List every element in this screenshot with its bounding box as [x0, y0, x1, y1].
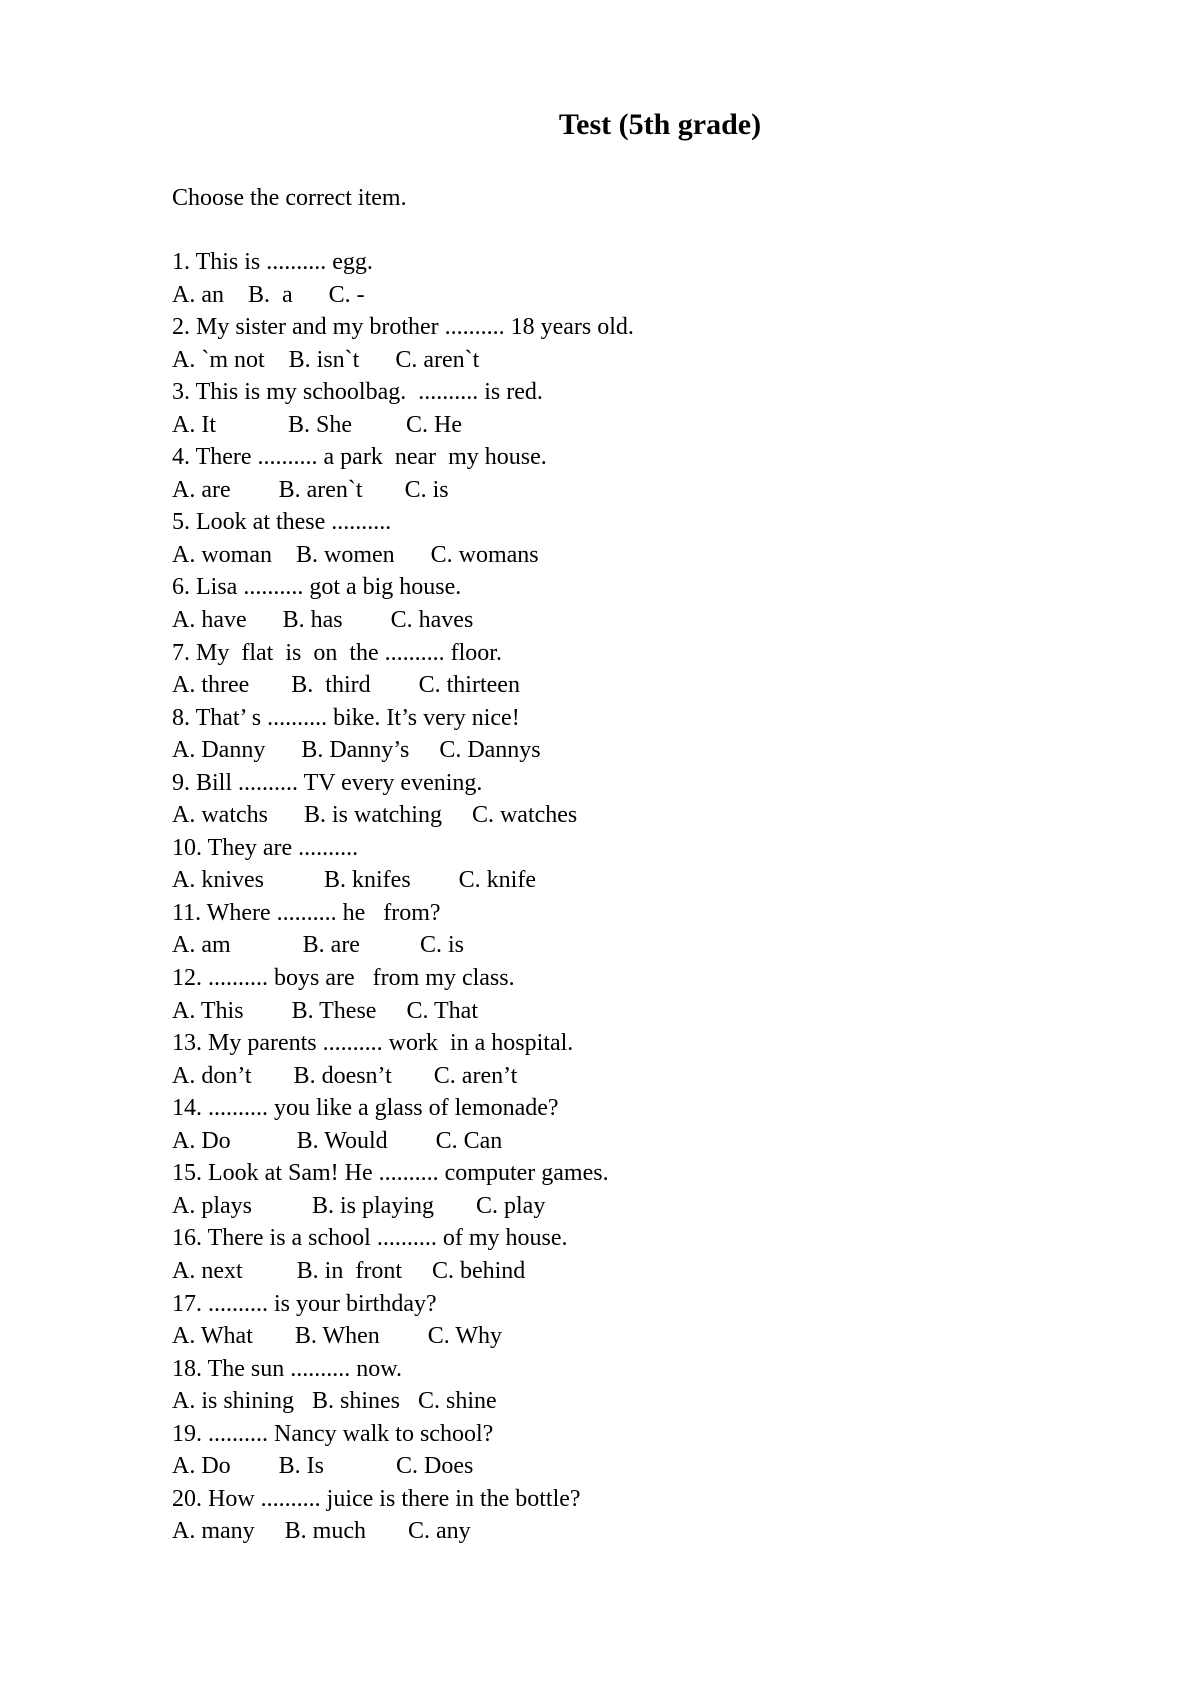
question-item — [172, 1157, 634, 1222]
question-item — [172, 962, 634, 1027]
question-item — [172, 506, 634, 571]
question-text: 8. That’ s .......... bike. It’s very nice! — [172, 704, 520, 731]
question-text: 6. Lisa .......... got a big house. — [172, 574, 462, 601]
question-item — [172, 897, 634, 962]
answer-options: A. knives B. knifes C. knife — [172, 867, 536, 894]
page-title: Test (5th grade) — [558, 108, 762, 141]
question-text: 10. They are .......... — [172, 834, 359, 861]
question-text: 3. This is my schoolbag. .......... is red. — [172, 379, 543, 406]
answer-options: A. don’t B. doesn’t C. aren’t — [172, 1062, 518, 1089]
answer-options: A. `m not B. isn`t C. aren`t — [172, 346, 480, 373]
question-text: 9. Bill .......... TV every evening. — [172, 769, 483, 796]
question-item — [172, 767, 634, 832]
question-text: 5. Look at these .......... — [172, 509, 392, 536]
question-text: 12. .......... boys are from my class. — [172, 965, 515, 992]
question-item — [172, 1027, 634, 1092]
question-text: 2. My sister and my brother .......... 18 years old. — [172, 314, 634, 341]
question-text: 15. Look at Sam! He .......... computer games. — [172, 1160, 609, 1187]
question-item — [172, 246, 634, 311]
answer-options: A. three B. third C. thirteen — [172, 672, 520, 699]
question-text: 11. Where .......... he from? — [172, 899, 441, 926]
question-item — [172, 832, 634, 897]
question-item — [172, 1483, 634, 1548]
question-text: 19. .......... Nancy walk to school? — [172, 1420, 494, 1447]
question-text: 14. .......... you like a glass of lemonade? — [172, 1095, 559, 1122]
question-item — [172, 1353, 634, 1418]
answer-options: A. plays B. is playing C. play — [172, 1192, 546, 1219]
question-item — [172, 311, 634, 376]
answer-options: A. an B. a C. - — [172, 281, 365, 308]
question-item — [172, 702, 634, 767]
question-text: 16. There is a school .......... of my house. — [172, 1225, 568, 1252]
question-item — [172, 1288, 634, 1353]
answer-options: A. Do B. Would C. Can — [172, 1127, 503, 1154]
answer-options: A. are B. aren`t C. is — [172, 476, 449, 503]
question-item — [172, 571, 634, 636]
answer-options: A. Danny B. Danny’s C. Dannys — [172, 737, 541, 764]
answer-options: A. watchs B. is watching C. watches — [172, 802, 578, 829]
question-text: 4. There .......... a park near my house. — [172, 444, 547, 471]
question-text: 17. .......... is your birthday? — [172, 1290, 437, 1317]
instruction-text: Choose the correct item. — [172, 185, 407, 211]
answer-options: A. have B. has C. haves — [172, 607, 474, 634]
answer-options: A. It B. She C. He — [172, 411, 462, 438]
question-item — [172, 637, 634, 702]
question-text: 1. This is .......... egg. — [172, 249, 373, 275]
question-item — [172, 376, 634, 441]
question-text: 13. My parents .......... work in a hospital. — [172, 1030, 574, 1057]
answer-options: A. next B. in front C. behind — [172, 1257, 526, 1284]
answer-options: A. am B. are C. is — [172, 932, 464, 959]
answer-options: A. Do B. Is C. Does — [172, 1453, 474, 1480]
answer-options: A. is shining B. shines C. shine — [172, 1388, 497, 1415]
question-text: 7. My flat is on the .......... floor. — [172, 639, 502, 666]
answer-options: A. woman B. women C. womans — [172, 541, 539, 568]
question-text: 18. The sun .......... now. — [172, 1355, 402, 1382]
question-text: 20. How .......... juice is there in the bottle? — [172, 1485, 581, 1512]
question-item — [172, 1222, 634, 1287]
question-list — [172, 246, 634, 1548]
question-item — [172, 1418, 634, 1483]
question-item — [172, 1092, 634, 1157]
question-item — [172, 441, 634, 506]
answer-options: A. What B. When C. Why — [172, 1323, 502, 1350]
answer-options: A. many B. much C. any — [172, 1518, 471, 1545]
answer-options: A. This B. These C. That — [172, 997, 478, 1024]
